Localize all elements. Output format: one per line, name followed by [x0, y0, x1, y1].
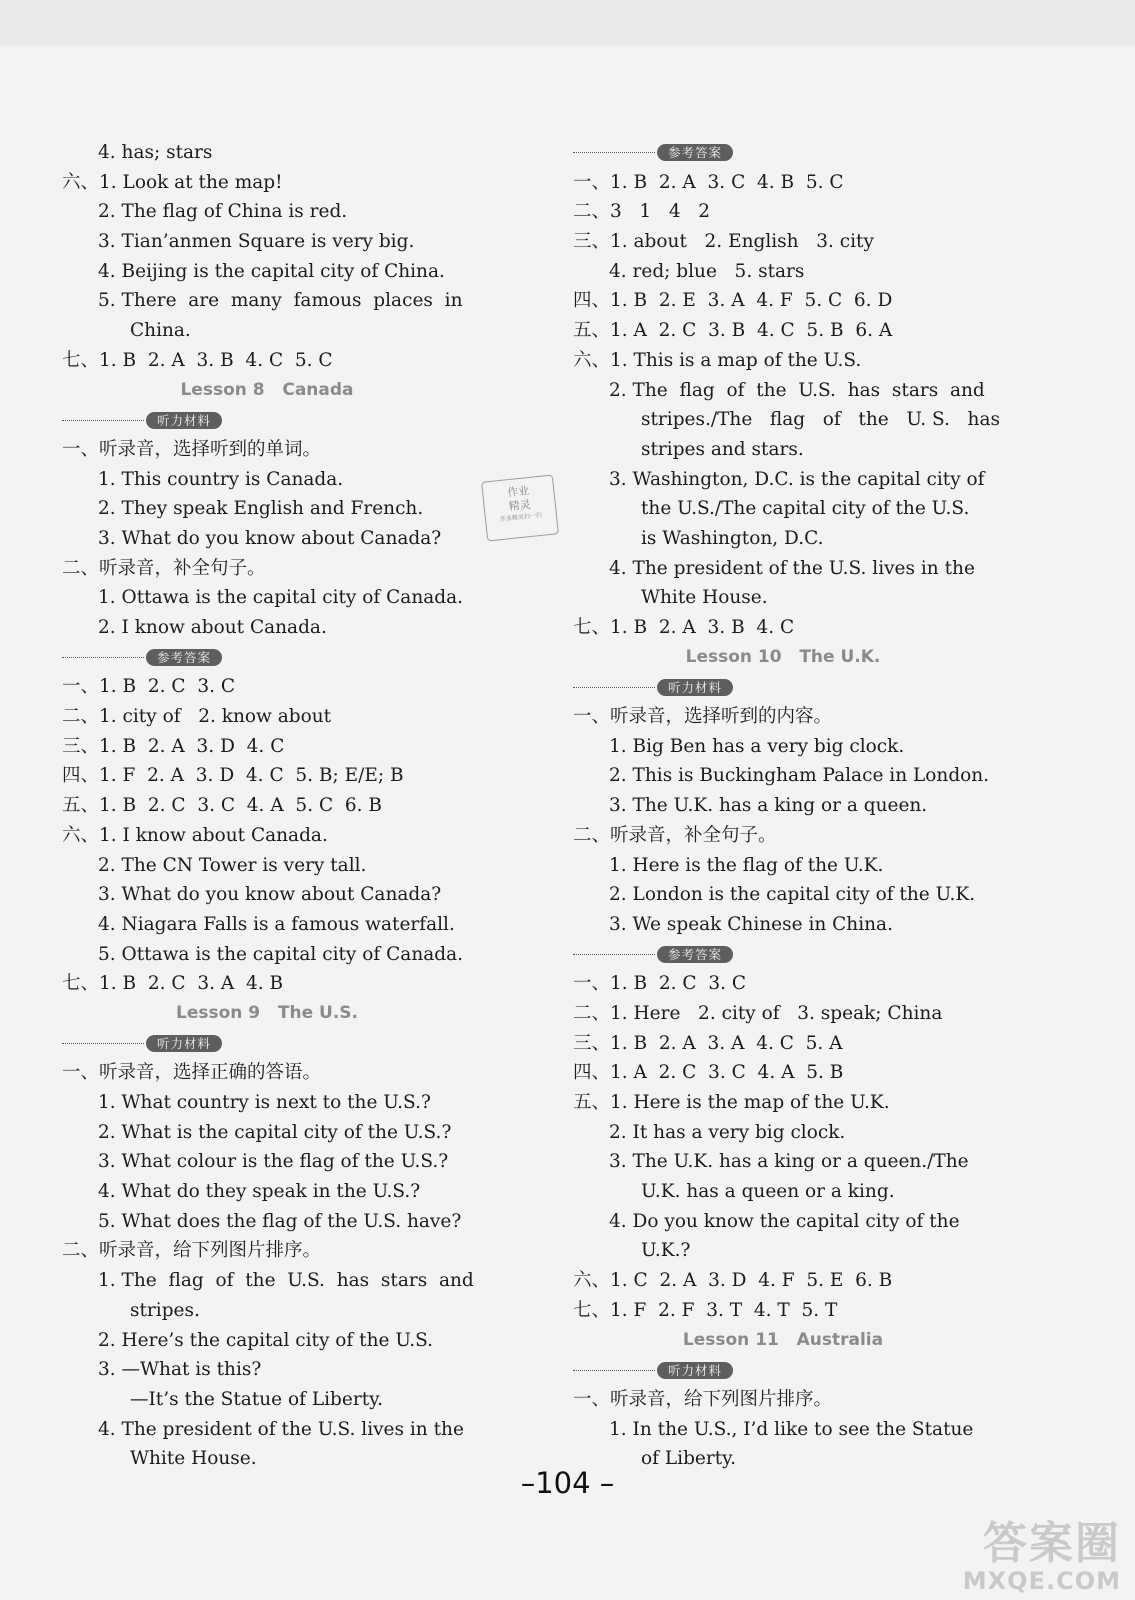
- dotted-rule: [573, 687, 655, 688]
- lesson-heading: Lesson 11 Australia: [682, 1329, 884, 1350]
- question-line: 六、1. This is a map of the U.S.: [573, 349, 862, 371]
- question-line: 二、听录音，给下列图片排序。: [62, 1240, 322, 1262]
- dotted-rule: [62, 1043, 144, 1044]
- question-line: 四、1. B 2. E 3. A 4. F 5. C 6. D: [573, 290, 893, 312]
- question-line: 一、听录音，选择正确的答语。: [62, 1062, 322, 1084]
- question-line: 三、1. about 2. English 3. city: [573, 231, 874, 253]
- answer-line: 3. —What is this?: [98, 1359, 262, 1381]
- question-line: 一、听录音，选择听到的单词。: [62, 438, 322, 460]
- question-line: 六、1. C 2. A 3. D 4. F 5. E 6. B: [573, 1270, 893, 1292]
- answer-line: 1. Here is the flag of the U.K.: [609, 854, 884, 876]
- answer-continuation: U.K.?: [641, 1240, 691, 1262]
- question-line: 一、1. B 2. C 3. C: [62, 676, 236, 698]
- section-divider: [62, 1029, 472, 1059]
- answer-line: 5. Ottawa is the capital city of Canada.: [98, 943, 464, 965]
- answer-line: 2. The flag of the U.S. has stars and: [609, 379, 985, 401]
- section-divider: [62, 405, 472, 435]
- answer-line: 4. Do you know the capital city of the: [609, 1210, 960, 1232]
- stamp-line-2: 精灵: [508, 497, 532, 514]
- question-line: 二、3 1 4 2: [573, 201, 711, 223]
- answer-continuation: U.K. has a queen or a king.: [641, 1181, 895, 1203]
- answer-line: 4. Niagara Falls is a famous waterfall.: [98, 913, 455, 935]
- answer-continuation: stripes and stars.: [641, 438, 804, 460]
- section-divider: [573, 672, 993, 702]
- page-number: –104 –: [520, 1466, 615, 1500]
- lesson-heading: Lesson 8 Canada: [180, 379, 354, 400]
- stamp-line-3: 作业精灵扫一扫: [499, 511, 543, 524]
- answer-line: 5. What does the flag of the U.S. have?: [98, 1210, 462, 1232]
- answer-line: 4. What do they speak in the U.S.?: [98, 1181, 421, 1203]
- answer-continuation: White House.: [641, 587, 768, 609]
- question-line: 七、1. B 2. A 3. B 4. C: [573, 617, 795, 638]
- stamp-line-1: 作业: [506, 483, 530, 500]
- question-line: 六、1. Look at the map!: [62, 171, 283, 193]
- answer-line: 3. Tian’anmen Square is very big.: [98, 231, 415, 253]
- question-line: 五、1. Here is the map of the U.K.: [573, 1092, 890, 1113]
- question-line: 七、1. B 2. C 3. A 4. B: [62, 973, 284, 995]
- question-line: 一、听录音，选择听到的内容。: [573, 706, 833, 728]
- answer-line: 3. The U.K. has a king or a queen./The: [609, 1151, 969, 1173]
- answer-line: 3. What do you know about Canada?: [98, 884, 442, 906]
- answer-line: 4. red; blue 5. stars: [609, 260, 805, 282]
- answer-line: 2. I know about Canada.: [98, 617, 327, 638]
- question-line: 五、1. B 2. C 3. C 4. A 5. C 6. B: [62, 795, 383, 817]
- answer-line: 2. This is Buckingham Palace in London.: [609, 765, 990, 787]
- question-line: 一、听录音，给下列图片排序。: [573, 1388, 833, 1410]
- answer-line: 3. What do you know about Canada?: [98, 527, 442, 549]
- answer-line: 2. It has a very big clock.: [609, 1121, 846, 1143]
- answer-line: 1. Ottawa is the capital city of Canada.: [98, 587, 464, 609]
- section-badge: 参考答案: [657, 946, 733, 963]
- question-line: 二、听录音，补全句子。: [573, 824, 777, 846]
- answer-line: 3. Washington, D.C. is the capital city of: [609, 468, 985, 490]
- section-badge: 听力材料: [146, 1035, 222, 1052]
- dotted-rule: [62, 657, 144, 658]
- answer-line: 2. The CN Tower is very tall.: [98, 854, 367, 876]
- question-line: 七、1. F 2. F 3. T 4. T 5. T: [573, 1299, 838, 1321]
- answer-continuation: White House.: [130, 1448, 257, 1470]
- answer-line: 1. This country is Canada.: [98, 468, 344, 490]
- app-stamp-logo: [481, 474, 559, 541]
- question-line: 三、1. B 2. A 3. A 4. C 5. A: [573, 1032, 843, 1054]
- site-watermark: [963, 1520, 1121, 1594]
- question-line: 四、1. A 2. C 3. C 4. A 5. B: [573, 1062, 844, 1084]
- answer-line: 2. Here’s the capital city of the U.S.: [98, 1329, 434, 1351]
- answer-continuation: China.: [130, 320, 191, 342]
- answer-line: 1. Big Ben has a very big clock.: [609, 735, 905, 757]
- section-badge: 参考答案: [146, 649, 222, 666]
- left-column: [62, 138, 472, 1474]
- answer-continuation: —It’s the Statue of Liberty.: [130, 1388, 384, 1410]
- question-line: 三、1. B 2. A 3. D 4. C: [62, 735, 285, 757]
- answer-continuation: is Washington, D.C.: [641, 527, 824, 549]
- lesson-heading: Lesson 9 The U.S.: [176, 1002, 358, 1023]
- answer-line: 2. What is the capital city of the U.S.?: [98, 1121, 452, 1143]
- right-column: [573, 138, 1000, 1474]
- section-divider: [573, 1355, 993, 1385]
- section-divider: [573, 138, 993, 168]
- dotted-rule: [62, 420, 144, 421]
- answer-line: 3. The U.K. has a king or a queen.: [609, 795, 928, 817]
- answer-continuation: the U.S./The capital city of the U.S.: [641, 498, 970, 520]
- section-divider: [573, 940, 993, 970]
- section-badge: 听力材料: [657, 679, 733, 696]
- question-line: 五、1. A 2. C 3. B 4. C 5. B 6. A: [573, 320, 893, 342]
- answer-line: 1. What country is next to the U.S.?: [98, 1092, 431, 1113]
- watermark-text: 答案圈: [983, 1518, 1121, 1569]
- watermark-url: MXQE.COM: [962, 1567, 1121, 1595]
- answer-line: 1. The flag of the U.S. has stars and: [98, 1270, 474, 1292]
- answer-line: 1. In the U.S., I’d like to see the Statue: [609, 1418, 974, 1440]
- question-line: 六、1. I know about Canada.: [62, 824, 328, 846]
- answer-continuation: of Liberty.: [641, 1448, 737, 1470]
- answer-line: 2. The flag of China is red.: [98, 201, 348, 223]
- answer-line: 3. What colour is the flag of the U.S.?: [98, 1151, 449, 1173]
- section-badge: 参考答案: [657, 144, 733, 161]
- lesson-heading: Lesson 10 The U.K.: [685, 646, 881, 667]
- question-line: 二、1. Here 2. city of 3. speak; China: [573, 1002, 943, 1024]
- answer-line: 3. We speak Chinese in China.: [609, 913, 893, 935]
- dotted-rule: [573, 954, 655, 955]
- answer-line: 4. Beijing is the capital city of China.: [98, 260, 445, 282]
- answer-line: 4. The president of the U.S. lives in the: [609, 557, 975, 579]
- section-badge: 听力材料: [657, 1362, 733, 1379]
- question-line: 一、1. B 2. C 3. C: [573, 973, 747, 995]
- question-line: 七、1. B 2. A 3. B 4. C 5. C: [62, 349, 333, 371]
- answer-line: 4. The president of the U.S. lives in the: [98, 1418, 464, 1440]
- answer-continuation: stripes.: [130, 1299, 200, 1321]
- answer-line: 4. has; stars: [98, 142, 213, 163]
- dotted-rule: [573, 152, 655, 153]
- question-line: 四、1. F 2. A 3. D 4. C 5. B; E/E; B: [62, 765, 404, 787]
- top-margin-band: [0, 0, 1135, 46]
- answer-line: 5. There are many famous places in: [98, 290, 463, 312]
- question-line: 一、1. B 2. A 3. C 4. B 5. C: [573, 171, 844, 193]
- dotted-rule: [573, 1370, 655, 1371]
- answer-line: 2. London is the capital city of the U.K.: [609, 884, 976, 906]
- section-divider: [62, 643, 472, 673]
- question-line: 二、听录音，补全句子。: [62, 557, 266, 579]
- section-badge: 听力材料: [146, 412, 222, 429]
- answer-line: 2. They speak English and French.: [98, 498, 424, 520]
- question-line: 二、1. city of 2. know about: [62, 706, 332, 728]
- answer-continuation: stripes./The flag of the U. S. has: [641, 409, 1000, 431]
